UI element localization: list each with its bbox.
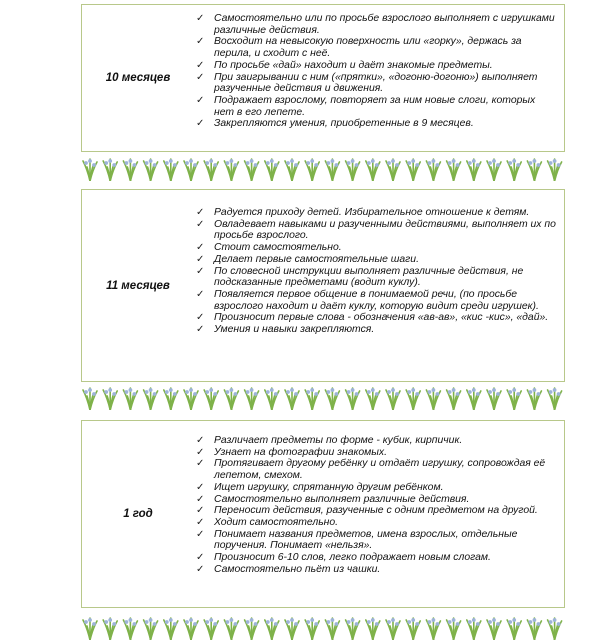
milestone-list — [194, 190, 564, 381]
list-item: ✓ Умения и навыки закрепляются. — [196, 324, 375, 336]
grass-tuft — [487, 159, 501, 181]
grass-tuft — [123, 159, 137, 181]
grass-tuft — [204, 388, 218, 410]
list-item: ✓ Подражает взрослому, повторяет за ним новые слоги, которых нет в его лепете. — [196, 94, 536, 118]
grass-tuft — [386, 618, 400, 640]
list-item: ✓ Восходит на невысокую поверхность или «горку», держась за перила, и сходит с неё. — [196, 36, 522, 60]
grass-tuft — [204, 159, 218, 181]
age-label: 10 месяцев — [105, 72, 171, 84]
grass-tuft — [366, 159, 380, 181]
list-item: ✓ Самостоятельно пьёт из чашки. — [196, 563, 381, 575]
grass-tuft — [467, 388, 481, 410]
list-item: ✓ Переносит действия, разученные с одним предметом на другой. — [196, 505, 538, 517]
grass-tuft — [426, 618, 440, 640]
list-item: ✓ При заигрывании с ним («прятки», «догоню-догоню») выполняет разученные действия и движения. — [196, 71, 538, 95]
checkmark-icon: ✓ — [196, 207, 205, 218]
checkmark-icon: ✓ — [196, 312, 205, 324]
grass-tuft — [224, 159, 238, 181]
grass-tuft — [325, 618, 339, 640]
grass-tuft — [285, 618, 299, 640]
grass-tuft — [224, 618, 238, 640]
grass-tuft — [548, 618, 562, 640]
list-item: ✓ Делает первые самостоятельные шаги. — [196, 253, 419, 265]
list-item: ✓ Произносит 6-10 слов, легко подражает новым слогам. — [196, 552, 491, 564]
grass-tuft — [144, 618, 158, 640]
grass-tuft — [305, 388, 319, 410]
checkmark-icon: ✓ — [196, 516, 205, 528]
grass-tuft — [467, 159, 481, 181]
grass-tuft — [527, 159, 541, 181]
grass-tuft — [447, 159, 461, 181]
checkmark-icon: ✓ — [196, 435, 205, 446]
grass-tuft — [184, 618, 198, 640]
floral-border — [80, 386, 566, 410]
grass-tuft — [305, 618, 319, 640]
grass-tuft — [144, 388, 158, 410]
grass-tuft — [184, 388, 198, 410]
grass-tuft — [406, 159, 420, 181]
list-item: ✓ Узнает на фотографии знакомых. — [196, 446, 388, 458]
grass-tuft — [426, 388, 440, 410]
floral-border — [80, 157, 566, 181]
grass-tuft — [467, 618, 481, 640]
checkmark-icon: ✓ — [196, 94, 205, 106]
list-item: ✓ По словесной инструкции выполняет различные действия, не подсказанные предметами (водит куклу). — [196, 265, 524, 289]
checkmark-icon: ✓ — [196, 528, 205, 540]
list-item: ✓ Самостоятельно выполняет различные действия. — [196, 493, 470, 505]
age-label: 11 месяцев — [106, 279, 170, 292]
list-item: ✓ Произносит первые слова - обозначения «ав-ав», «кис -кис», «дай». — [196, 312, 549, 324]
checkmark-icon: ✓ — [196, 552, 205, 564]
grass-tuft — [346, 618, 360, 640]
grass-tuft — [204, 618, 218, 640]
grass-tuft — [548, 159, 562, 181]
grass-tuft — [346, 159, 360, 181]
grass-tuft — [245, 159, 259, 181]
milestone-list — [194, 5, 564, 151]
list-item: ✓ Закрепляются умения, приобретенные в 9 месяцев. — [196, 118, 474, 130]
grass-tuft — [103, 159, 117, 181]
grass-tuft — [285, 159, 299, 181]
grass-tuft — [265, 388, 279, 410]
grass-tuft — [265, 618, 279, 640]
grass-tuft — [386, 159, 400, 181]
grass-tuft — [366, 618, 380, 640]
checkmark-icon: ✓ — [196, 71, 205, 83]
checkmark-icon: ✓ — [196, 288, 205, 300]
grass-tuft — [325, 159, 339, 181]
grass-tuft — [447, 618, 461, 640]
list-item: ✓ По просьбе «дай» находит и даёт знакомые предметы. — [196, 59, 493, 71]
grass-tuft — [103, 388, 117, 410]
list-item: ✓ Стоит самостоятельно. — [196, 242, 342, 254]
list-item: ✓ Появляется первое общение в понимаемой речи, (по просьбе взрослого находит и даёт куклу, которую видит среди игрушек). — [196, 288, 539, 312]
grass-tuft — [548, 388, 562, 410]
grass-tuft — [245, 388, 259, 410]
age-label: 1 год — [123, 508, 153, 520]
grass-tuft — [144, 159, 158, 181]
grass-tuft — [406, 388, 420, 410]
grass-tuft — [325, 388, 339, 410]
checkmark-icon: ✓ — [196, 36, 205, 48]
grass-tuft — [487, 618, 501, 640]
checkmark-icon: ✓ — [196, 253, 205, 265]
grass-tuft — [527, 388, 541, 410]
checkmark-icon: ✓ — [196, 324, 205, 336]
grass-tuft — [265, 159, 279, 181]
grass-tuft — [123, 388, 137, 410]
grass-tuft — [164, 618, 178, 640]
list-item: ✓ Понимает названия предметов, имена взрослых, отдельные поручения. Понимает «нельзя». — [196, 528, 518, 552]
grass-tuft — [305, 159, 319, 181]
grass-tuft — [447, 388, 461, 410]
grass-tuft — [83, 388, 97, 410]
milestone-list — [194, 421, 564, 607]
list-item: ✓ Ищет игрушку, спрятанную другим ребёнком. — [196, 481, 444, 493]
grass-tuft — [507, 618, 521, 640]
grass-tuft — [406, 618, 420, 640]
grass-tuft — [507, 388, 521, 410]
checkmark-icon: ✓ — [196, 446, 205, 458]
list-item: ✓ Радуется приходу детей. Избирательное отношение к детям. — [196, 207, 530, 218]
section-10-months — [81, 4, 565, 152]
grass-tuft — [507, 159, 521, 181]
grass-tuft — [346, 388, 360, 410]
grass-tuft — [386, 388, 400, 410]
checkmark-icon: ✓ — [196, 265, 205, 277]
section-11-months — [81, 189, 565, 382]
checkmark-icon: ✓ — [196, 493, 205, 505]
grass-tuft — [164, 159, 178, 181]
grass-tuft — [103, 618, 117, 640]
section-1-year — [81, 420, 565, 608]
checkmark-icon: ✓ — [196, 59, 205, 71]
checkmark-icon: ✓ — [196, 458, 205, 470]
checkmark-icon: ✓ — [196, 218, 205, 230]
grass-tuft — [83, 618, 97, 640]
checkmark-icon: ✓ — [196, 118, 205, 130]
grass-tuft — [123, 618, 137, 640]
list-item: ✓ Самостоятельно или по просьбе взрослого выполняет с игрушками различные действия. — [196, 13, 555, 36]
checkmark-icon: ✓ — [196, 505, 205, 517]
grass-tuft — [285, 388, 299, 410]
grass-tuft — [487, 388, 501, 410]
grass-tuft — [164, 388, 178, 410]
list-item: ✓ Ходит самостоятельно. — [196, 516, 339, 528]
list-item: ✓ Протягивает другому ребёнку и отдаёт игрушку, сопровождая её лепетом, смехом. — [196, 458, 546, 482]
grass-tuft — [83, 159, 97, 181]
grass-tuft — [366, 388, 380, 410]
grass-tuft — [224, 388, 238, 410]
list-item: ✓ Овладевает навыками и разученными действиями, выполняет их по просьбе взрослого. — [196, 218, 556, 242]
list-item: ✓ Различает предметы по форме - кубик, кирпичик. — [196, 435, 463, 446]
grass-tuft — [184, 159, 198, 181]
grass-tuft — [527, 618, 541, 640]
grass-tuft — [426, 159, 440, 181]
checkmark-icon: ✓ — [196, 481, 205, 493]
floral-border — [80, 616, 566, 640]
checkmark-icon: ✓ — [196, 563, 205, 575]
checkmark-icon: ✓ — [196, 13, 205, 24]
checkmark-icon: ✓ — [196, 242, 205, 254]
grass-tuft — [245, 618, 259, 640]
